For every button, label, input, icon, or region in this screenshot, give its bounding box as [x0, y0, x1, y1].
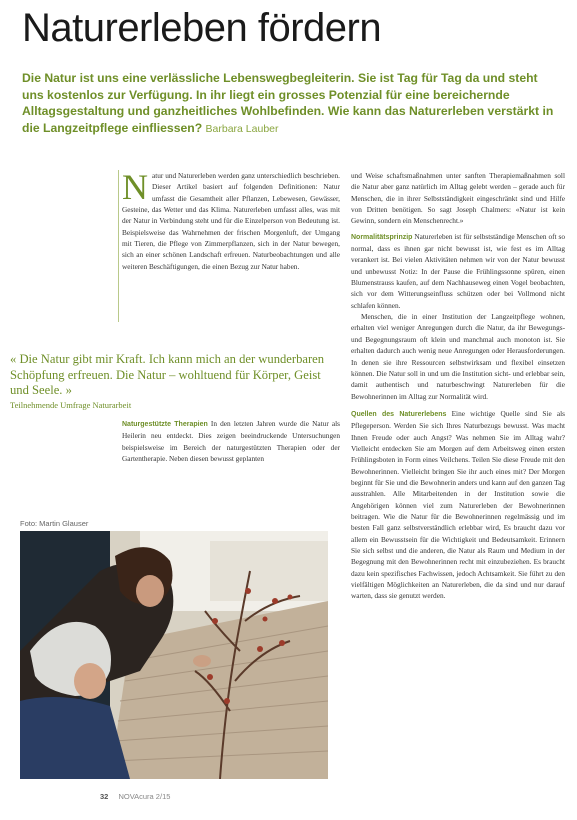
- rubric-therapien: Naturgestützte Therapien: [122, 421, 208, 428]
- page-footer: [100, 792, 170, 801]
- article-title: Naturerleben fördern: [22, 6, 382, 50]
- rubric-normalitaet: Normalitätsprinzip: [351, 233, 413, 241]
- intro-continued-paragraph: und Weise schaftsmaßnahmen unter sanften Therapiemaßnahmen soll die Natur aber ganz natürlich im Alltag gelebt werden – gerade auch für Menschen, die in ihrer Selbstständigkeit eingeschränkt sind und Hilfe von Dritten benötigen. So sagt Joseph Chalmers: «Natur ist kein Gewinn, sondern ein Menschenrecht.»: [351, 171, 565, 226]
- column-right: [351, 170, 565, 602]
- quellen-text: Eine wichtige Quelle sind Sie als Pflegeperson. Werden Sie sich Ihres Naturbezugs bewusst. Was macht Ihnen Freude oder auch Angst? Was nehmen Sie im Alltag wahr? Vielleicht entdecken Sie am Morgen auf dem Arbeitsweg einen ersten Frühlingsboten in Form eines Veilchens. Teilen Sie diese Freude mit den Bewohnerinnen. Vielleicht bringen Sie ihr auch eines mit? Der Morgen beginnt für Sie und die Bewohnerin anders und kann auf den ganzen Tag ausstrahlen. Alle Mitarbeitenden in der Institution sowie die Angehörigen können viel zum Naturerleben der Bewohnerinnen beitragen. Wie die Natur für die Bewohnerinnen regelmässig und im besten Fall ganz selbstverständlich erlebbar wird, Es braucht dazu vor allem ein Bewusstsein für die Wichtigkeit und Bedeutsamkeit. Erinnern Sie sich selbst und die anderen, die Natur als Raum und Medium in der Begegnung mit den Bewohnerinnen recht mit einzubeziehen. Es braucht dazu kein spezifisches Fachwissen, jedoch Achtsamkeit. Sie führt zu den vielfältigen Möglichkeiten an Naturerleben, die da sind und nur darauf warten, dass sie genutzt werden.: [351, 408, 566, 601]
- magazine-name: NOVAcura 2/15: [118, 792, 171, 801]
- column-rule: [118, 170, 119, 322]
- lead-paragraph: [22, 70, 562, 137]
- article-photo: [20, 531, 328, 779]
- photo-caption: Foto: Martin Glauser: [20, 519, 89, 528]
- intro-text: atur und Naturerleben werden ganz unterschiedlich beschrieben. Dieser Artikel basiert auf folgenden Definitionen: Natur umfasst die Gesamtheit aller Pflanzen, Lebewesen, Gewässer, Gesteine, das Wetter und das Klima. Naturerleben umfasst alles, was mit der Natur in Verbindung steht und für die Einzelperson von Bedeutung ist. Beispielsweise das Wahrnehmen der frischen Morgenluft, der Umgang mit Tieren, die Pflege von Zimmerpflanzen, sich in der Natur bewegen, sich an einer schönen Landschaft erfreuen. Naturbeobachtungen und alle weiteren Beschäftigungen, die einen Bezug zur Natur haben.: [122, 171, 340, 271]
- author-name: Barbara Lauber: [205, 122, 279, 135]
- pull-quote: [10, 352, 330, 411]
- langzeitpflege-paragraph: Menschen, die in einer Institution der Langzeitpflege wohnen, erhalten viel weniger Anregungen durch die Natur, da ihr Bewegungs- und Begegnungsraum oft klein und manchmal auch monoton ist. Sie erhalten dadurch auch wenig neue Anregungen oder Herausforderungen. In denen sie ihre Ressourcen selbstwirksam und flexibel einsetzen können. Die Natur soll in und um die Institution sicht- und erlebbar sein, damit authentisch und naturbeschwingt Naturerleben für die Bewohnerinnen im Alltag zur Normalität wird.: [351, 312, 565, 401]
- quellen-paragraph: [351, 408, 565, 602]
- page-number: 32: [100, 792, 109, 801]
- column-left-top: [122, 167, 340, 272]
- rubric-quellen: Quellen des Naturerlebens: [351, 410, 447, 418]
- intro-paragraph: [122, 167, 340, 272]
- pull-quote-source: Teilnehmende Umfrage Naturarbeit: [10, 399, 132, 410]
- dropcap: N: [122, 167, 148, 207]
- therapien-paragraph: [122, 418, 340, 464]
- column-left-bottom: [122, 418, 340, 464]
- therapien-text: In den letzten Jahren wurde die Natur als Heilerin neu entdeckt. Dies zeigen beeindruckende Untersuchungen beispielsweise im Bereich der naturgestützten Therapien oder der Gartentherapie. Neben diesen bewusst geplanten: [122, 419, 341, 464]
- normalitaet-text: Naturerleben ist für selbstständige Menschen oft so normal, dass es ihnen gar nicht bewusst ist, wie fest es im Alltag verankert ist. Bei vielen Aktivitäten nehmen wir von der Natur bewusst und unbewusst Notiz: In der Pause die Frühlingssonne spüren, einen Blumenstrauss kaufen, auf dem Nachhauseweg einen Vogel beobachten, sich vor dem Witterungseinfluss schützen oder bei Vollmond nicht schlafen können.: [351, 231, 565, 310]
- normalitaet-paragraph: [351, 231, 565, 311]
- pull-quote-text: « Die Natur gibt mir Kraft. Ich kann mich an der wunderbaren Schöpfung erfreuen. Die Natur – wohltuend für Körper, Geist und Seele. »: [10, 352, 325, 397]
- garden-scene-illustration: [20, 531, 328, 779]
- lead-text: Die Natur ist uns eine verlässliche Lebenswegbegleiterin. Sie ist Tag für Tag da und steht uns kostenlos zur Verfügung. In ihr liegt ein grosses Potenzial für eine bereichernde Alltagsgestaltung und ganzheitliches Wohlbefinden. Wie kann das Naturerleben verstärkt in die Langzeitpflege einfliessen?: [22, 71, 554, 135]
